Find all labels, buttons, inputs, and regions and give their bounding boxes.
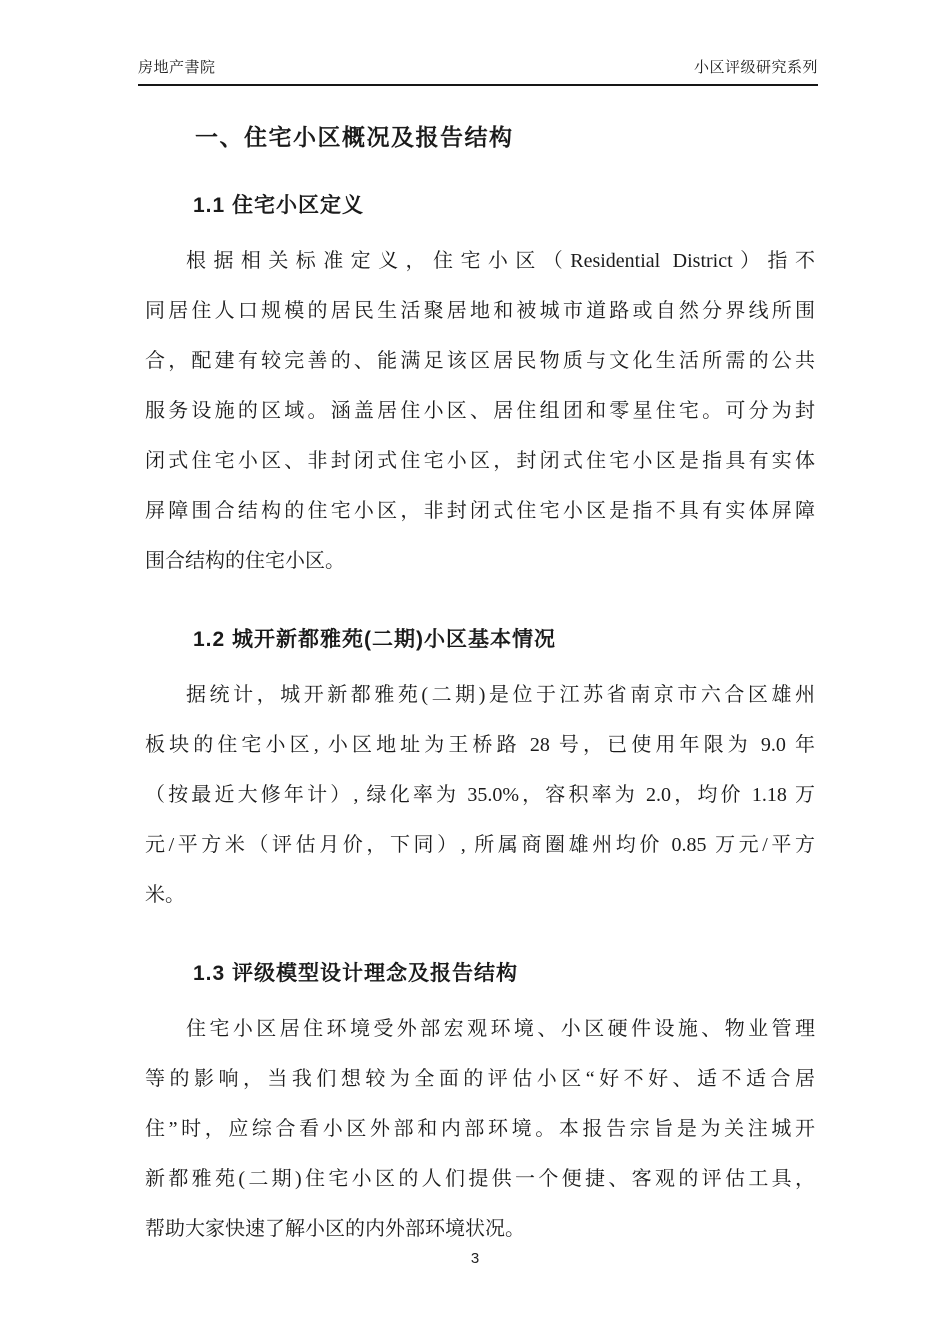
body-line: 根据相关标准定义，住宅小区（Residential District）指不 bbox=[186, 250, 815, 272]
section-heading-1-1: 1.1 住宅小区定义 bbox=[193, 194, 365, 217]
body-line: 等的影响，当我们想较为全面的评估小区“好不好、适不适合居 bbox=[145, 1068, 815, 1090]
body-line: 住”时，应综合看小区外部和内部环境。本报告宗旨是为关注城开 bbox=[145, 1118, 815, 1140]
paragraph-1-2 bbox=[145, 670, 815, 920]
chapter-title: 一、住宅小区概况及报告结构 bbox=[195, 124, 514, 150]
header-right-text: 小区评级研究系列 bbox=[693, 59, 818, 76]
body-line: 同居住人口规模的居民生活聚居地和被城市道路或自然分界线所围 bbox=[145, 300, 815, 322]
paragraph-1-3 bbox=[145, 1004, 815, 1254]
body-line: 元/平方米（评估月价，下同）, 所属商圈雄州均价 0.85 万元/平方 bbox=[145, 834, 815, 856]
section-heading-1-3: 1.3 评级模型设计理念及报告结构 bbox=[193, 962, 519, 985]
body-line: 合，配建有较完善的、能满足该区居民物质与文化生活所需的公共 bbox=[145, 350, 815, 372]
body-line: 围合结构的住宅小区。 bbox=[145, 550, 345, 572]
body-line: 帮助大家快速了解小区的内外部环境状况。 bbox=[145, 1218, 525, 1240]
body-line: 服务设施的区域。涵盖居住小区、居住组团和零星住宅。可分为封 bbox=[145, 400, 815, 422]
page-footer bbox=[0, 1250, 950, 1267]
page-number: 3 bbox=[470, 1250, 480, 1267]
body-line: 米。 bbox=[145, 884, 185, 906]
header-left-text: 房地产書院 bbox=[138, 59, 216, 76]
body-line: 板块的住宅小区, 小区地址为王桥路 28 号，已使用年限为 9.0 年 bbox=[145, 734, 815, 756]
page-header bbox=[138, 0, 818, 86]
body-line: 住宅小区居住环境受外部宏观环境、小区硬件设施、物业管理 bbox=[186, 1018, 815, 1040]
section-heading-1-2: 1.2 城开新都雅苑(二期)小区基本情况 bbox=[193, 628, 557, 651]
body-line: 屏障围合结构的住宅小区，非封闭式住宅小区是指不具有实体屏障 bbox=[145, 500, 815, 522]
body-line: 闭式住宅小区、非封闭式住宅小区，封闭式住宅小区是指具有实体 bbox=[145, 450, 815, 472]
body-line: 新都雅苑(二期)住宅小区的人们提供一个便捷、客观的评估工具， bbox=[145, 1168, 815, 1190]
body-line: 据统计，城开新都雅苑(二期)是位于江苏省南京市六合区雄州 bbox=[186, 684, 815, 706]
body-line: （按最近大修年计）, 绿化率为 35.0%，容积率为 2.0，均价 1.18 万 bbox=[145, 784, 815, 806]
paragraph-1-1 bbox=[145, 236, 815, 586]
